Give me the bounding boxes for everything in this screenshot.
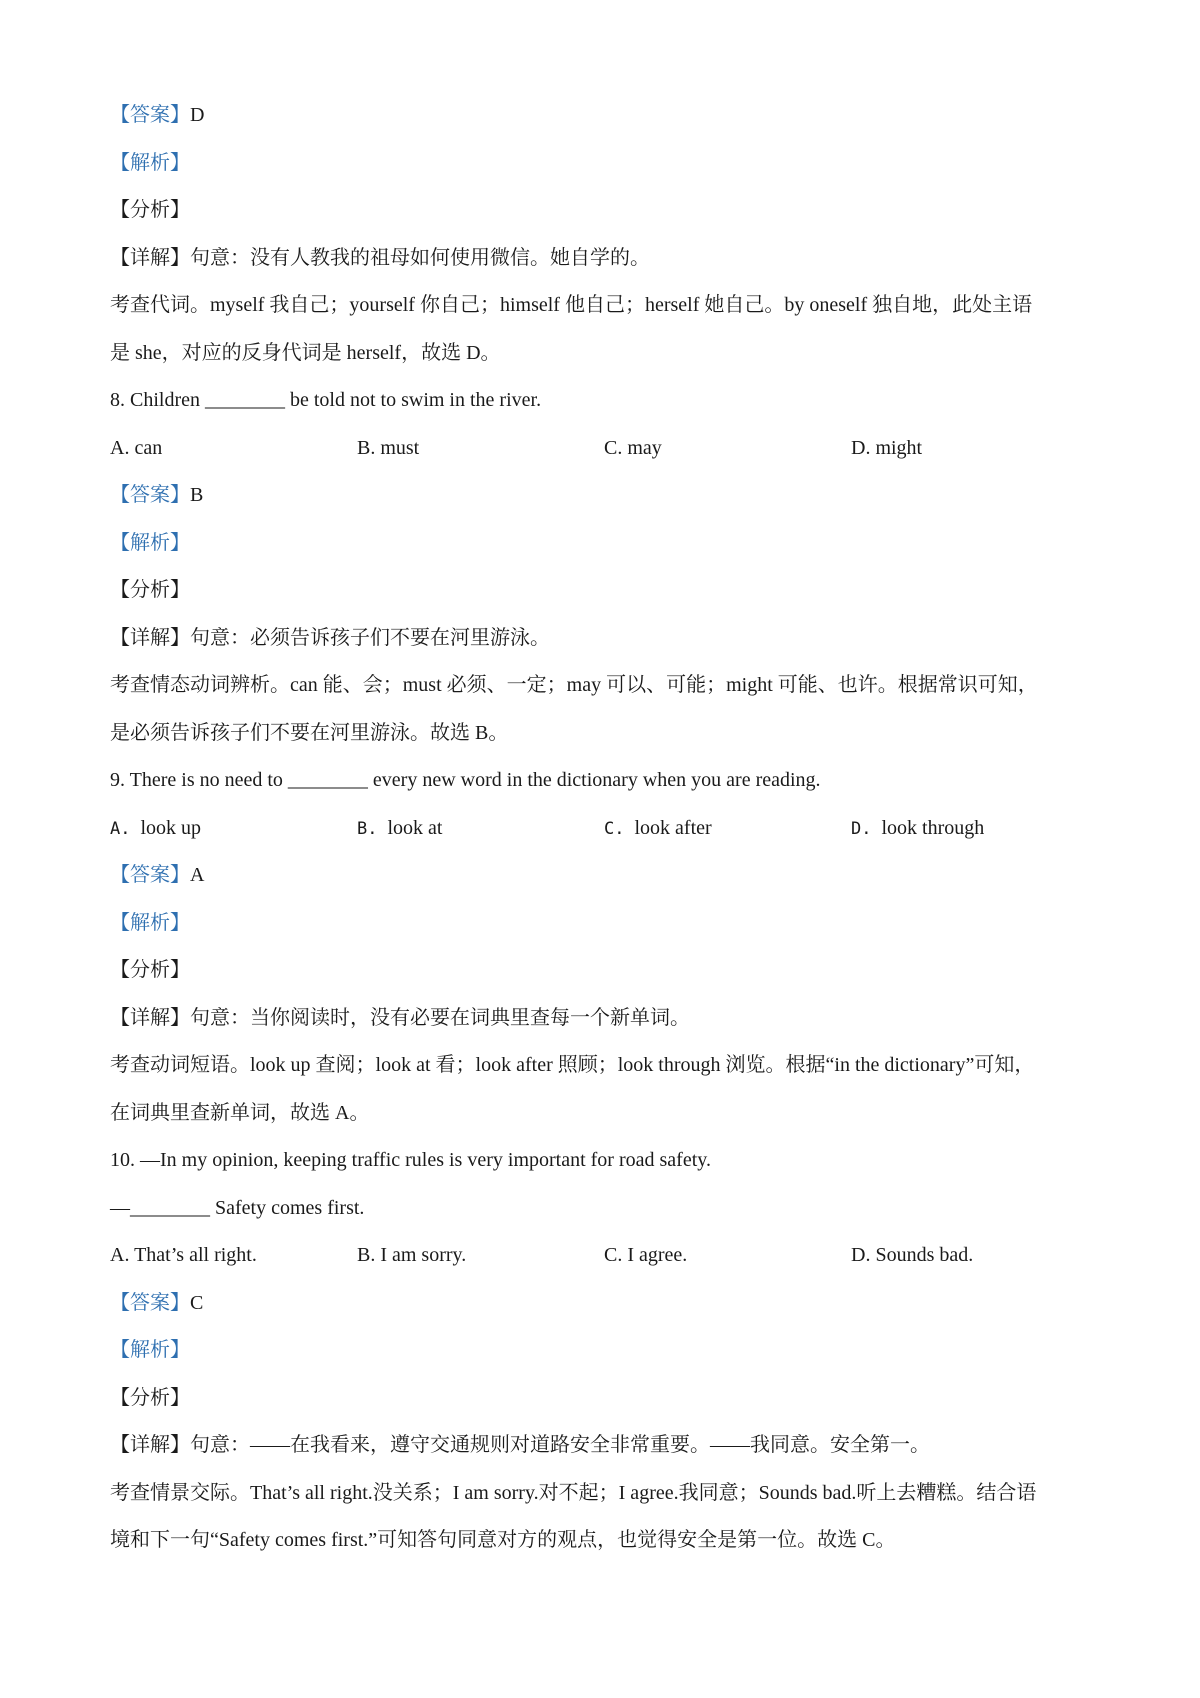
option-text: look through <box>881 816 985 839</box>
explanation-line: 考查动词短语。look up 查阅；look at 看；look after 照顾；look through 浏览。根据“in the dictionary”可知， <box>110 1054 1035 1076</box>
option-c: C. I agree. <box>604 1244 688 1266</box>
option-text: look at <box>387 816 443 839</box>
option-c: C. may <box>604 436 662 459</box>
options-row <box>110 805 1100 853</box>
analysis-label: 【解析】 <box>110 531 190 554</box>
answer-line <box>110 852 1100 900</box>
detail-line <box>110 1422 1100 1470</box>
analysis-label: 【解析】 <box>110 1339 190 1361</box>
option-d: D. might <box>851 436 923 459</box>
question-8: 8. Children ________ be told not to swim in the river. <box>110 389 542 411</box>
explanation-line: 是必须告诉孩子们不要在河里游泳。故选 B。 <box>110 721 509 744</box>
option-letter: D. <box>851 818 872 839</box>
option-a: A. can <box>110 436 163 459</box>
explanation-line: 考查代词。myself 我自己；yourself 你自己；himself 他自己；herself 她自己。by oneself 独自地，此处主语 <box>110 294 1033 316</box>
explanation-line: 是 she，对应的反身代词是 herself，故选 D。 <box>110 341 501 364</box>
options-row <box>110 1232 1100 1280</box>
option-b: B. must <box>357 436 420 459</box>
answer-value: C <box>190 1291 204 1314</box>
detail-text: 句意：当你阅读时，没有必要在词典里查每一个新单词。 <box>190 1006 690 1029</box>
option-letter: B. <box>357 818 378 839</box>
option-d: D. Sounds bad. <box>851 1244 974 1266</box>
fenxi-label: 【分析】 <box>110 1386 190 1409</box>
detail-line <box>110 615 1100 663</box>
answer-value: B <box>190 484 204 506</box>
answer-label: 【答案】 <box>110 1291 190 1314</box>
option-text: look up <box>140 816 202 839</box>
answer-line <box>110 1280 1100 1328</box>
explanation-line: 考查情景交际。That’s all right.没关系；I am sorry.对不起；I agree.我同意；Sounds bad.听上去糟糕。结合语 <box>110 1481 1037 1504</box>
answer-label: 【答案】 <box>110 864 190 886</box>
detail-text: 句意：没有人教我的祖母如何使用微信。她自学的。 <box>190 246 650 269</box>
fenxi-label: 【分析】 <box>110 579 190 601</box>
answer-line <box>110 472 1100 520</box>
explanation-line: 境和下一句“Safety comes first.”可知答句同意对方的观点，也觉得安全是第一位。故选 C。 <box>110 1529 896 1551</box>
option-text: look after <box>634 816 712 839</box>
explanation-line: 在词典里查新单词，故选 A。 <box>110 1101 370 1124</box>
fenxi-label: 【分析】 <box>110 959 190 981</box>
analysis-label: 【解析】 <box>110 911 190 934</box>
question-10: 10. —In my opinion, keeping traffic rules is very important for road safety. <box>110 1149 711 1171</box>
detail-text: 句意：必须告诉孩子们不要在河里游泳。 <box>190 626 550 649</box>
explanation-line: 考查情态动词辨析。can 能、会；must 必须、一定；may 可以、可能；might 可能、也许。根据常识可知， <box>110 674 1038 696</box>
option-b: B. I am sorry. <box>357 1244 467 1266</box>
detail-line <box>110 995 1100 1043</box>
fenxi-label: 【分析】 <box>110 199 190 221</box>
answer-line <box>110 92 1100 140</box>
detail-line <box>110 235 1100 283</box>
option-c <box>604 805 851 853</box>
detail-label: 【详解】 <box>110 1434 190 1456</box>
option-letter: A. <box>110 818 131 839</box>
document-page <box>110 92 1100 1565</box>
option-a: A. That’s all right. <box>110 1244 257 1266</box>
option-letter: C. <box>604 818 625 839</box>
answer-value: A <box>190 864 205 886</box>
answer-label: 【答案】 <box>110 104 190 126</box>
option-d <box>851 805 1098 853</box>
options-row <box>110 425 1100 473</box>
analysis-label: 【解析】 <box>110 151 190 174</box>
answer-label: 【答案】 <box>110 484 190 506</box>
detail-text: 句意：——在我看来，遵守交通规则对道路安全非常重要。——我同意。安全第一。 <box>190 1434 930 1456</box>
answer-value: D <box>190 104 205 126</box>
option-a <box>110 805 357 853</box>
detail-label: 【详解】 <box>110 626 190 649</box>
question-10-reply: —________ Safety comes first. <box>110 1196 365 1219</box>
option-b <box>357 805 604 853</box>
detail-label: 【详解】 <box>110 246 190 269</box>
detail-label: 【详解】 <box>110 1006 190 1029</box>
question-9: 9. There is no need to ________ every new word in the dictionary when you are reading. <box>110 769 821 791</box>
